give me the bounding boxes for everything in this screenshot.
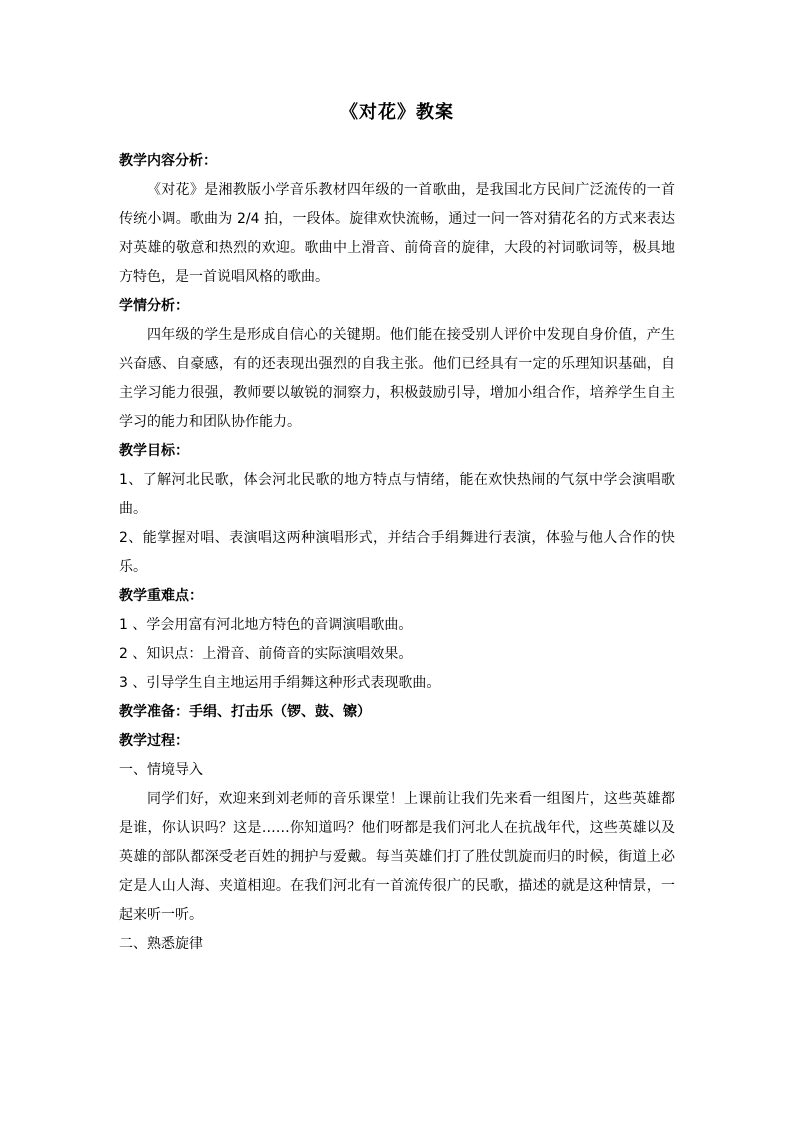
- process-step-1-text: 同学们好，欢迎来到刘老师的音乐课堂！上课前让我们先来看一组图片，这些英雄都是谁，你认识吗？这是……你知道吗？他们呀都是我们河北人在抗战年代，这些英雄以及英雄的部队都深受老百姓的拥护与爱戴。每当英雄们打了胜仗凯旋而归的时候，街道上必定是人山人海、夹道相迎。在我们河北有一首流传很广的民歌，描述的就是这种情景，一起来听一听。: [119, 791, 675, 923]
- process-heading: 教学过程：: [119, 733, 189, 749]
- document-title: 《对花》教案: [340, 102, 454, 123]
- key-point-item-2: 2 、知识点：上滑音、前倚音的实际演唱效果。: [119, 646, 413, 662]
- process-step-1-title: 一、情境导入: [119, 762, 203, 778]
- objective-item-1: 1、了解河北民歌，体会河北民歌的地方特点与情绪，能在欢快热闹的气氛中学会演唱歌曲。: [119, 472, 675, 517]
- document-body: [119, 147, 675, 959]
- objectives-heading: 教学目标：: [119, 443, 189, 459]
- key-point-item-3: 3 、引导学生自主地运用手绢舞这种形式表现歌曲。: [119, 675, 441, 691]
- content-analysis-heading: 教学内容分析：: [119, 153, 217, 169]
- objective-item-2: 2、能掌握对唱、表演唱这两种演唱形式，并结合手绢舞进行表演，体验与他人合作的快乐。: [119, 530, 675, 575]
- key-point-item-1: 1 、学会用富有河北地方特色的音调演唱歌曲。: [119, 617, 413, 633]
- preparation-line: 教学准备：手绢、打击乐（锣、鼓、镲）: [119, 704, 371, 720]
- student-analysis-heading: 学情分析：: [119, 298, 189, 314]
- content-analysis-text: 《对花》是湘教版小学音乐教材四年级的一首歌曲，是我国北方民间广泛流传的一首传统小调。歌曲为 2/4 拍，一段体。旋律欢快流畅，通过一问一答对猜花名的方式来表达对英雄的敬意和热烈的欢迎。歌曲中上滑音、前倚音的旋律，大段的衬词歌词等，极具地方特色，是一首说唱风格的歌曲。: [119, 182, 675, 285]
- student-analysis-text: 四年级的学生是形成自信心的关键期。他们能在接受别人评价中发现自身价值，产生兴奋感、自豪感，有的还表现出强烈的自我主张。他们已经具有一定的乐理知识基础，自主学习能力很强，教师要以敏锐的洞察力，积极鼓励引导，增加小组合作，培养学生自主学习的能力和团队协作能力。: [119, 327, 675, 430]
- key-points-heading: 教学重难点：: [119, 588, 203, 604]
- process-step-2-title: 二、熟悉旋律: [119, 936, 203, 952]
